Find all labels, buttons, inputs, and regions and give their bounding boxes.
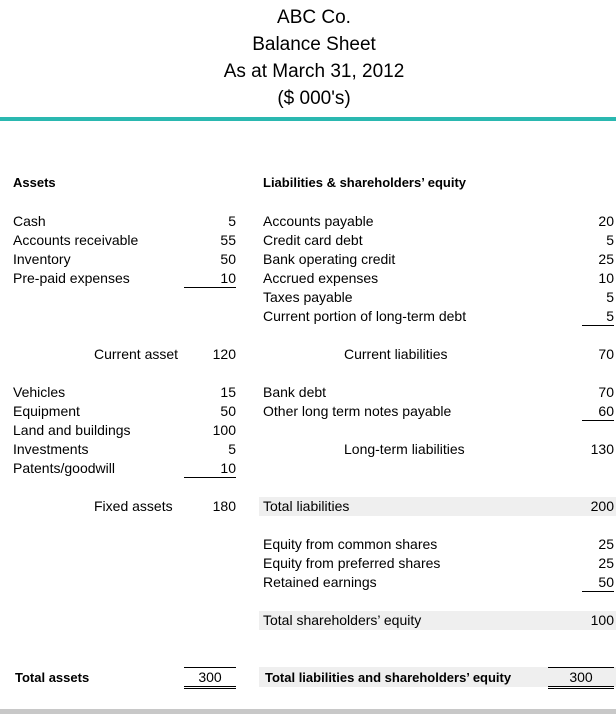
equity-value: 50 bbox=[582, 573, 614, 592]
asset-value: 55 bbox=[220, 232, 236, 248]
liability-value: 70 bbox=[598, 384, 614, 400]
asset-label: Inventory bbox=[13, 251, 71, 267]
liability-value: 5 bbox=[582, 307, 614, 326]
liability-label: Other long term notes payable bbox=[263, 403, 452, 419]
liability-label: Accounts payable bbox=[263, 213, 374, 229]
total-assets-value: 300 bbox=[184, 667, 236, 689]
asset-label: Accounts receivable bbox=[13, 232, 139, 248]
asset-value: 50 bbox=[220, 251, 236, 267]
asset-value: 5 bbox=[228, 441, 236, 457]
liability-label: Taxes payable bbox=[263, 289, 353, 305]
current-assets-total-value: 120 bbox=[212, 346, 236, 362]
total-liabilities-label: Total liabilities bbox=[263, 498, 350, 514]
grand-total-label: Total liabilities and shareholders’ equity bbox=[265, 670, 512, 685]
header-divider bbox=[0, 117, 616, 121]
statement-title: Balance Sheet bbox=[252, 34, 376, 55]
asset-value: 5 bbox=[228, 213, 236, 229]
total-equity-value: 100 bbox=[590, 612, 614, 628]
liability-label: Bank operating credit bbox=[263, 251, 396, 267]
total-liabilities-value: 200 bbox=[590, 498, 614, 514]
asset-value: 50 bbox=[220, 403, 236, 419]
liability-value: 25 bbox=[598, 251, 614, 267]
liability-value: 20 bbox=[598, 213, 614, 229]
asset-label: Cash bbox=[13, 213, 46, 229]
liability-value: 60 bbox=[582, 402, 614, 421]
statement-date: As at March 31, 2012 bbox=[223, 61, 405, 82]
long-term-liabilities-total-label: Long-term liabilities bbox=[344, 441, 465, 457]
liabilities-heading: Liabilities & shareholders’ equity bbox=[263, 175, 467, 190]
total-equity-label: Total shareholders’ equity bbox=[263, 612, 422, 628]
equity-value: 25 bbox=[598, 555, 614, 571]
long-term-liabilities-total-value: 130 bbox=[590, 441, 614, 457]
asset-label: Patents/goodwill bbox=[13, 460, 115, 476]
asset-label: Vehicles bbox=[13, 384, 66, 400]
statement-units: ($ 000's) bbox=[277, 88, 351, 109]
asset-value: 10 bbox=[184, 459, 236, 478]
fixed-assets-total-label: Fixed assets bbox=[94, 498, 173, 514]
asset-label: Investments bbox=[13, 441, 89, 457]
liability-label: Bank debt bbox=[263, 384, 327, 400]
equity-label: Equity from preferred shares bbox=[263, 555, 441, 571]
liability-value: 5 bbox=[606, 232, 614, 248]
liability-value: 5 bbox=[606, 289, 614, 305]
total-assets-label: Total assets bbox=[15, 670, 90, 685]
asset-label: Land and buildings bbox=[13, 422, 131, 438]
equity-label: Retained earnings bbox=[263, 574, 377, 590]
asset-label: Equipment bbox=[13, 403, 80, 419]
liability-value: 10 bbox=[598, 270, 614, 286]
asset-label: Pre-paid expenses bbox=[13, 270, 130, 286]
current-assets-total-label: Current asset bbox=[94, 346, 179, 362]
asset-value: 100 bbox=[212, 422, 236, 438]
fixed-assets-total-value: 180 bbox=[212, 498, 236, 514]
liability-label: Accrued expenses bbox=[263, 270, 379, 286]
liability-label: Credit card debt bbox=[263, 232, 363, 248]
grand-total-value: 300 bbox=[548, 667, 614, 689]
current-liabilities-total-label: Current liabilities bbox=[344, 346, 448, 362]
footer-divider bbox=[0, 709, 616, 714]
assets-heading: Assets bbox=[13, 175, 56, 190]
equity-label: Equity from common shares bbox=[263, 536, 438, 552]
company-name: ABC Co. bbox=[277, 7, 351, 28]
asset-value: 10 bbox=[184, 269, 236, 288]
equity-value: 25 bbox=[598, 536, 614, 552]
current-liabilities-total-value: 70 bbox=[598, 346, 614, 362]
asset-value: 15 bbox=[220, 384, 236, 400]
liability-label: Current portion of long-term debt bbox=[263, 308, 467, 324]
